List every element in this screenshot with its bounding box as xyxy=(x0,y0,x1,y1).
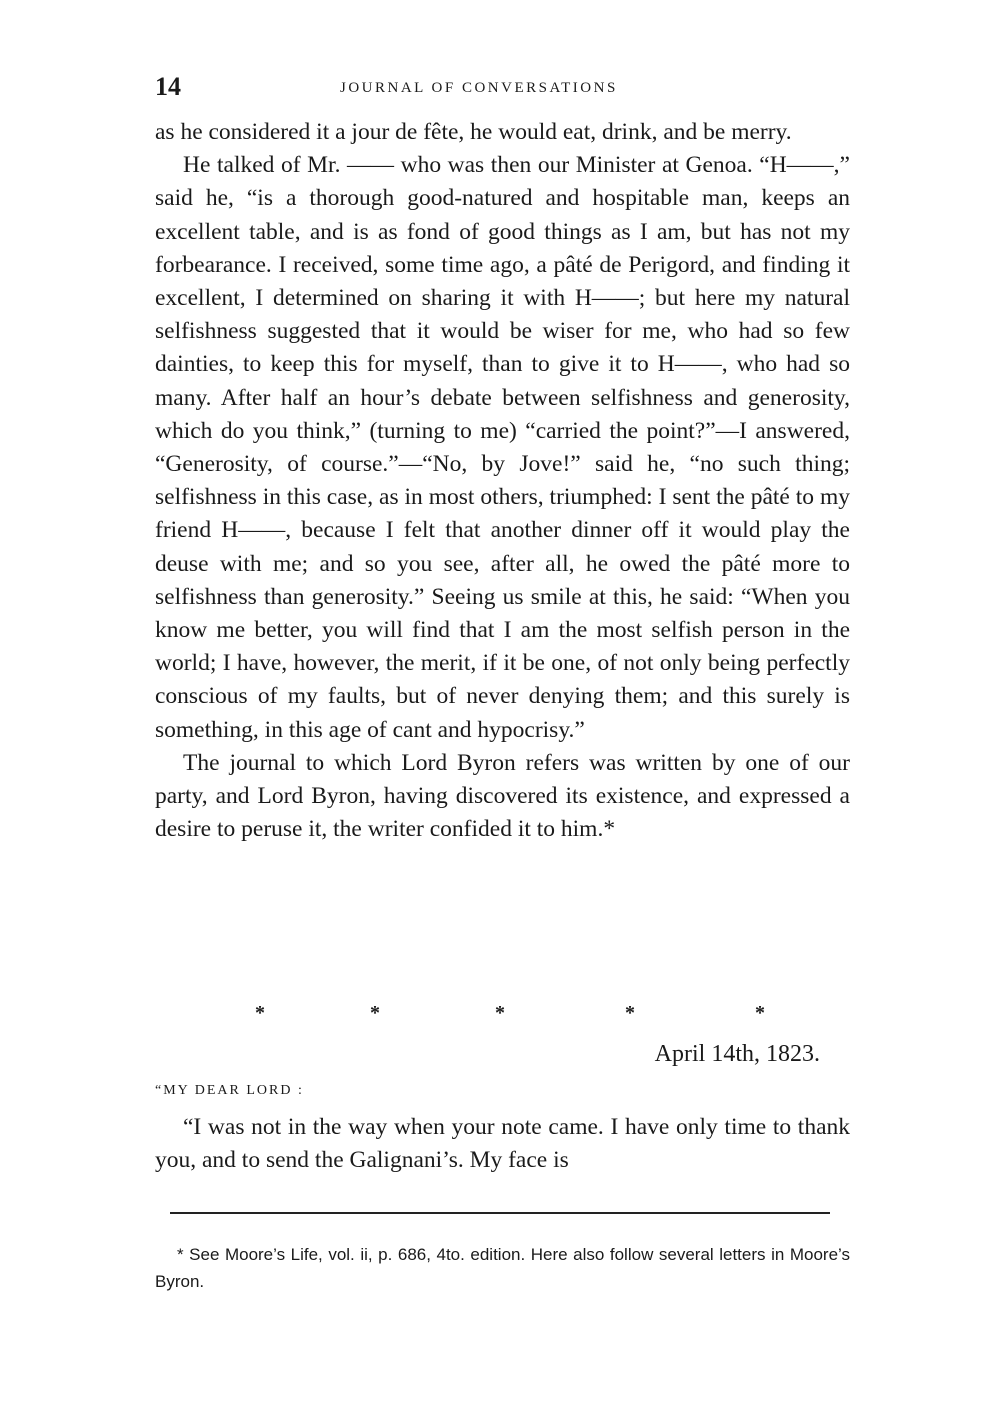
star-4: * xyxy=(625,1002,635,1024)
page-number: 14 xyxy=(155,72,181,101)
footnote xyxy=(155,1241,850,1295)
running-head: JOURNAL OF CONVERSATIONS xyxy=(340,80,618,96)
section-break-stars xyxy=(255,1002,775,1026)
paragraph-journal: The journal to which Lord Byron refers was written by one of our party, and Lord Byron, having discovered its existence, and expressed a desire to peruse it, the writer confided it to him.* xyxy=(155,749,850,843)
paragraph-minister: He talked of Mr. —— who was then our Minister at Genoa. “H——,” said he, “is a thorough good-natured and hospitable man, keeps an excellent table, and is as fond of good things as I am, but has not my forbearance. I received, some time ago, a pâté de Perigord, and finding it excellent, I determined on sharing it with H——; but here my natural selfishness suggested that it would be wiser for me, who had so few dainties, to keep this for myself, than to give it to H——, who had so many. After half an hour’s debate between selfishness and generosity, which do you think,” (turning to me) “carried the point?”—I answered, “Generosity, of course.”—“No, by Jove!” said he, “no such thing; selfishness in this case, as in most others, triumphed: I sent the pâté to my friend H——, because I felt that another dinner off it would play the deuse with me; and so you see, after all, he owed the pâté more to selfishness than generosity.” Seeing us smile at this, he said: “When you know me better, you will find that I am the most selfish person in the world; I have, however, the merit, if it be one, of not only being perfectly conscious of my faults, but of never denying them; and this surely is something, in this age of cant and hypocrisy.” xyxy=(155,152,850,743)
letter-date: April 14th, 1823. xyxy=(654,1041,820,1067)
page-header xyxy=(155,72,850,102)
paragraph-continuation: as he considered it a jour de fête, he would eat, drink, and be merry. xyxy=(155,119,792,145)
letter-salutation: “MY DEAR LORD : xyxy=(155,1083,304,1098)
footnote-text: * See Moore’s Life, vol. ii, p. 686, 4to. edition. Here also follow several letters in Moore’s Byron. xyxy=(155,1245,850,1291)
main-text xyxy=(155,116,850,846)
star-3: * xyxy=(495,1002,505,1024)
star-2: * xyxy=(370,1002,380,1024)
letter-body xyxy=(155,1111,850,1177)
letter-paragraph: “I was not in the way when your note came. I have only time to thank you, and to send the Galignani’s. My face is xyxy=(155,1114,850,1174)
footnote-rule xyxy=(170,1212,830,1214)
star-1: * xyxy=(255,1002,265,1024)
star-5: * xyxy=(755,1002,765,1024)
